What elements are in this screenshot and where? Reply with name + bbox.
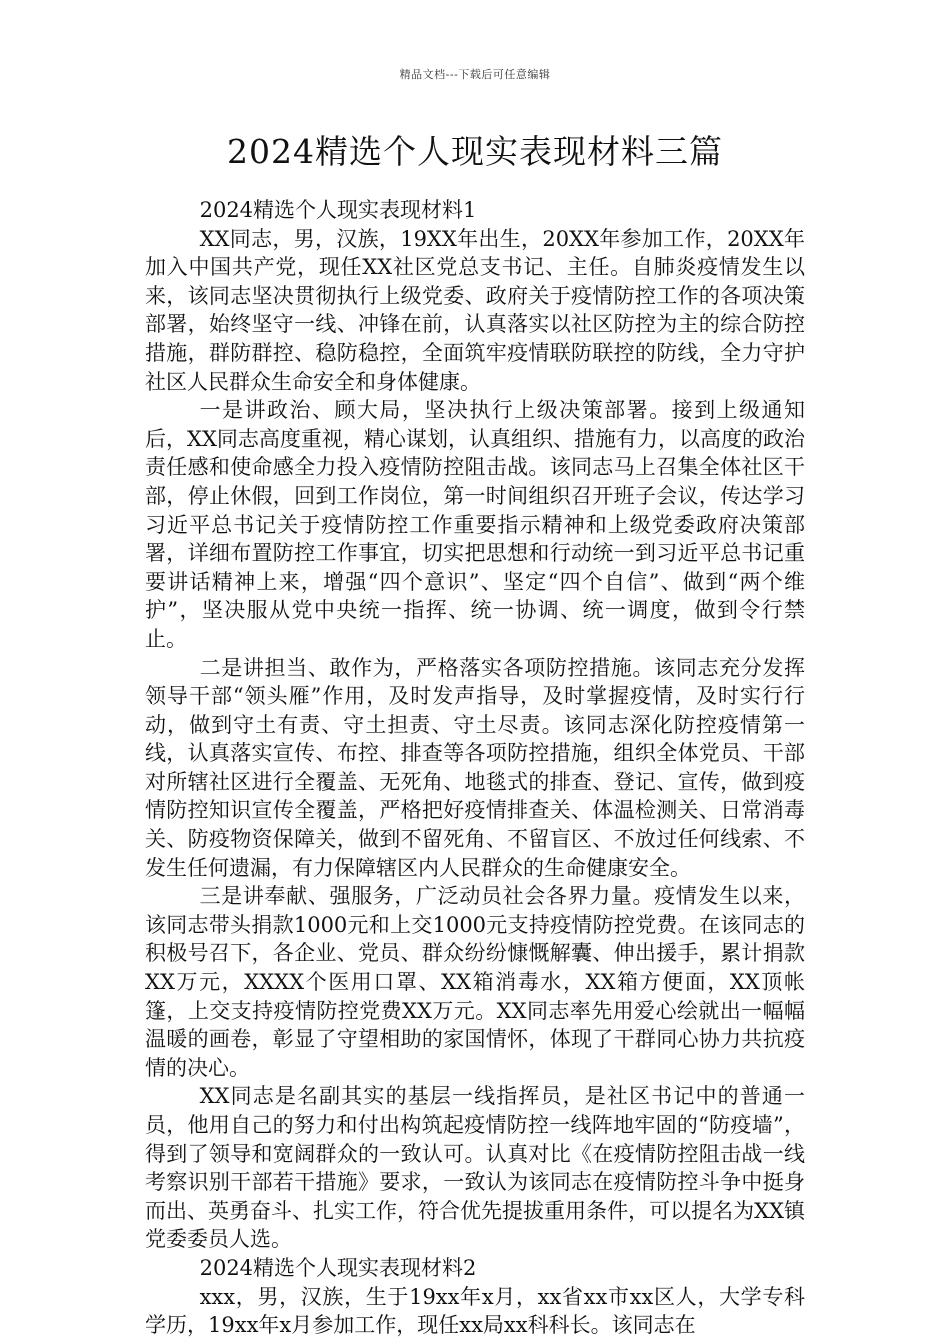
document-body bbox=[145, 196, 805, 1340]
section-heading-1: 2024精选个人现实表现材料1 bbox=[199, 198, 477, 222]
header-note: 精品文档---下载后可任意编辑 bbox=[399, 68, 551, 81]
paragraph-intro: XX同志，男，汉族，19XX年出生，20XX年参加工作，20XX年加入中国共产党，现任XX社区党总支书记、主任。自肺炎疫情发生以来，该同志坚决贯彻执行上级党委、政府关于疫情防控工作的各项决策部署，始终坚守一线、冲锋在前，认真落实以社区防控为主的综合防控措施，群防群控、稳防稳控，全面筑牢疫情联防联控的防线，全力守护社区人民群众生命安全和身体健康。 bbox=[145, 226, 805, 394]
paragraph-point-3: 三是讲奉献、强服务，广泛动员社会各界力量。疫情发生以来，该同志带头捐款1000元和上交1000元支持疫情防控党费。在该同志的积极号召下，各企业、党员、群众纷纷慷慨解囊、伸出援手，累计捐款XX万元，XXXX个医用口罩、XX箱消毒水，XX箱方便面，XX顶帐篷，上交支持疫情防控党费XX万元。XX同志率先用爱心绘就出一幅幅温暖的画卷，彰显了守望相助的家国情怀，体现了干群同心协力共抗疫情的决心。 bbox=[145, 884, 805, 1080]
paragraph-point-2: 二是讲担当、敢作为，严格落实各项防控措施。该同志充分发挥领导干部“领头雁”作用，及时发声指导，及时掌握疫情，及时实行行动，做到守土有责、守土担责、守土尽责。该同志深化防控疫情第一线，认真落实宣传、布控、排查等各项防控措施，组织全体党员、干部对所辖社区进行全覆盖、无死角、地毯式的排查、登记、宣传，做到疫情防控知识宣传全覆盖，严格把好疫情排查关、体温检测关、日常消毒关、防疫物资保障关，做到不留死角、不留盲区、不放过任何线索、不发生任何遗漏，有力保障辖区内人民群众的生命健康安全。 bbox=[145, 655, 805, 880]
paragraph-intro-2: xxx，男，汉族，生于19xx年x月，xx省xx市xx区人，大学专科学历，19xx年x月参加工作，现任xx局xx科科长。该同志在 bbox=[145, 1284, 805, 1338]
document-title: 2024精选个人现实表现材料三篇 bbox=[227, 132, 723, 171]
section-heading-2: 2024精选个人现实表现材料2 bbox=[199, 1255, 477, 1280]
paragraph-point-1: 一是讲政治、顾大局，坚决执行上级决策部署。接到上级通知后，XX同志高度重视，精心谋划，认真组织、措施有力，以高度的政治责任感和使命感全力投入疫情防控阻击战。该同志马上召集全体社区干部，停止休假，回到工作岗位，第一时间组织召开班子会议，传达学习习近平总书记关于疫情防控工作重要指示精神和上级党委政府决策部署，详细布置防控工作事宜，切实把思想和行动统一到习近平总书记重要讲话精神上来，增强“四个意识”、坚定“四个自信”、做到“两个维护”，坚决服从党中央统一指挥、统一协调、统一调度，做到令行禁止。 bbox=[145, 398, 805, 651]
paragraph-conclusion: XX同志是名副其实的基层一线指挥员，是社区书记中的普通一员，他用自己的努力和付出构筑起疫情防控一线阵地牢固的“防疫墙”，得到了领导和宽阔群众的一致认可。认真对比《在疫情防控阻击战一线考察识别干部若干措施》要求，一致认为该同志在疫情防控斗争中挺身而出、英勇奋斗、扎实工作，符合优先提拔重用条件，可以提名为XX镇党委委员人选。 bbox=[145, 1084, 805, 1252]
